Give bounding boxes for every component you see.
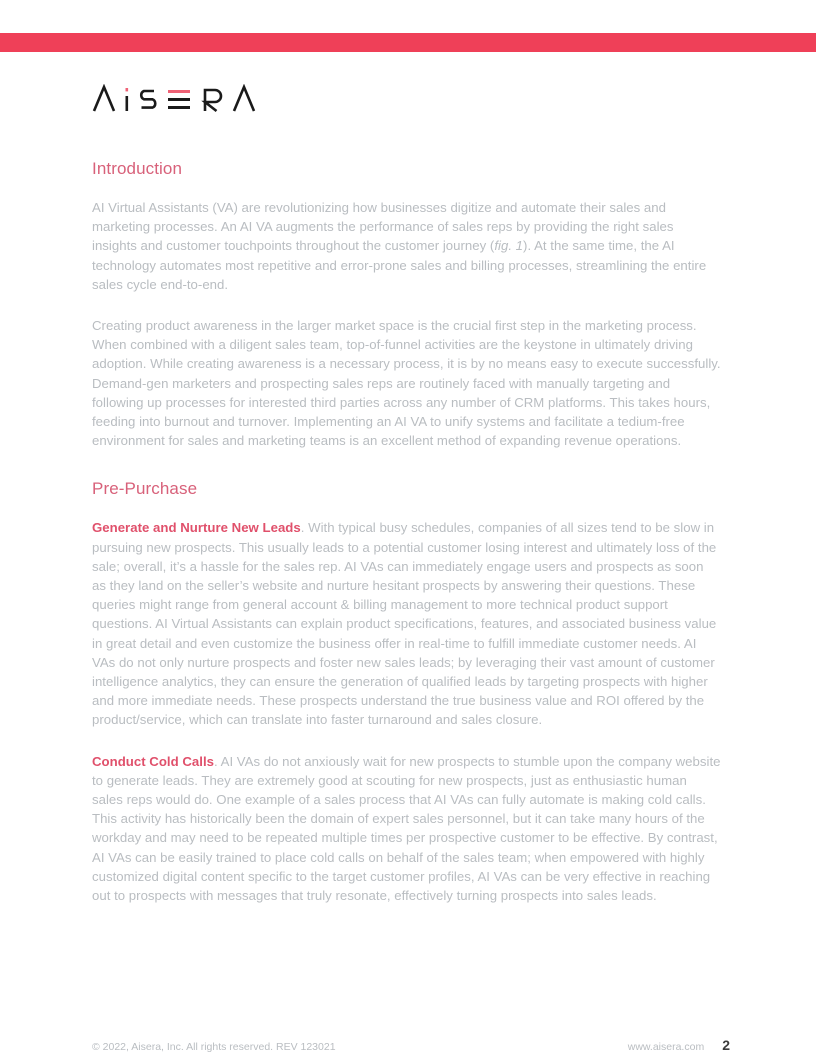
aisera-logo	[92, 80, 721, 114]
footer-copyright: © 2022, Aisera, Inc. All rights reserved. REV 123021	[92, 1041, 336, 1053]
paragraph-run: . With typical busy schedules, companies of all sizes tend to be slow in pursuing new prospects. This usually leads to a potential customer losing interest and ultimately loss of the sale; overall, it’s a hassle for the sales rep. AI VAs can immediately engage users and prospects as soon as they land on the seller’s website and nurture hesitant prospects by answering their questions. These queries might range from general account & billing management to more technical product support questions. AI Virtual Assistants can explain product specifications, features, and associated business value in great detail and even customize the business offer in real-time to fulfill immediate customer needs. AI VAs do not only nurture prospects and foster new sales leads; by leveraging their vast amount of customer intelligence analytics, they can ensure the generation of qualified leads by targeting prospects with higher and more immediate needs. These prospects understand the true business value and ROI offered by the product/service, which can translate into faster turnaround and sales closure.	[92, 520, 717, 728]
section-heading-pre-purchase: Pre-Purchase	[92, 479, 198, 499]
paragraph	[92, 518, 721, 729]
page-footer	[92, 1038, 730, 1054]
paragraph	[92, 198, 721, 294]
section-heading-introduction: Introduction	[92, 159, 183, 178]
footer-website: www.aisera.com	[627, 1041, 705, 1053]
page-content	[92, 80, 721, 905]
paragraph-lead-in: Conduct Cold Calls	[92, 753, 214, 769]
paragraph	[92, 752, 721, 906]
aisera-logo-svg	[92, 84, 272, 114]
paragraph-run: Creating product awareness in the larger market space is the crucial first step in the marketing process. When combined with a diligent sales team, top-of-funnel activities are the keystone in ultimately driving adoption. While creating awareness is a necessary process, it is by no means easy to execute successfully. Demand-gen marketers and prospecting sales reps are routinely faced with manually targeting and following up processes for interested third parties across any number of CRM platforms. This takes hours, feeding into burnout and turnover. Implementing an AI VA to unify systems and facilitate a tedium-free environment for sales and marketing teams is an excellent method of expanding revenue operations.	[92, 318, 721, 449]
page-number: 2	[722, 1037, 730, 1053]
footer-right-group	[628, 1038, 730, 1054]
figure-reference: fig. 1	[494, 238, 524, 254]
paragraph-run: ). At the same time, the AI technology automates most repetitive and error-prone sales and billing processes, streamlining the entire sales cycle end-to-end.	[92, 238, 707, 292]
paragraph-run: . AI VAs do not anxiously wait for new prospects to stumble upon the company website to generate leads. They are extremely good at scouting for new prospects, just as enthusiastic human sales reps would do. One example of a sales process that AI VAs can fully automate is making cold calls. This activity has historically been the domain of expert sales personnel, but it can take many hours of the workday and may need to be repeated multiple times per prospective customer to be effective. By contrast, AI VAs can be easily trained to place cold calls on behalf of the sales team; when empowered with highly customized digital content specific to the target customer profiles, AI VAs can be very effective in reaching out to prospects with messages that truly resonate, effectively turning prospects into sales leads.	[92, 753, 721, 904]
paragraph-lead-in: Generate and Nurture New Leads	[92, 520, 301, 536]
paragraph	[92, 316, 721, 450]
paragraph-run: AI Virtual Assistants (VA) are revolutionizing how businesses digitize and automate their sales and marketing processes. An AI VA augments the performance of sales reps by providing the right sales insights and customer touchpoints throughout the customer journey (	[92, 200, 674, 254]
top-accent-bar	[0, 33, 816, 52]
